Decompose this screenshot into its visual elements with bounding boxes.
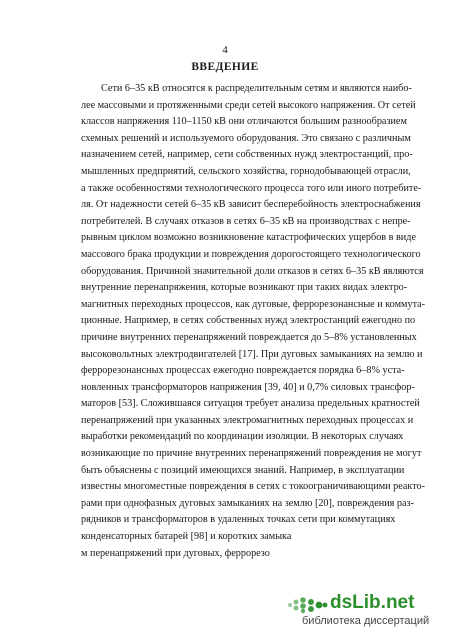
text-line: рядников и трансформаторов в удаленных точках сети при коммутациях [81, 514, 396, 526]
text-line: магнитных переходных процессов, как дуговые, феррорезонансные и коммута- [81, 298, 426, 310]
text-line: быть объяснены с позиций имеющихся знаний. Например, в эксплуатации [81, 464, 405, 476]
text-line: внутренние перенапряжения, которые возникают при таких видах электро- [81, 282, 408, 294]
text-line: маторов [53]. Сложившаяся ситуация требует анализа предельных кратностей [81, 398, 420, 410]
watermark-subtitle: библиотека диссертаций [302, 615, 430, 627]
text-line: известны многоместные повреждения в сетях с токоограничивающими реакто- [81, 481, 426, 493]
text-line: новленных трансформаторов напряжения [39, 40] и 0,7% силовых трансфор- [81, 381, 415, 393]
text-line: рывным циклом возможно возникновение катастрофических ущербов в виде [81, 232, 416, 244]
dslib-watermark[interactable] [282, 590, 450, 636]
text-line: рами при однофазных дуговых замыканиях на землю [20], повреждения раз- [81, 497, 414, 509]
page-number: 4 [222, 44, 228, 56]
text-line: возникающие по причине внутренних перенапряжений повреждения не могут [81, 448, 422, 460]
watermark-logo: dsLib.net [330, 592, 415, 613]
text-line: ля. От надежности сетей 6–35 кВ зависит бесперебойность электроснабжения [81, 199, 421, 211]
text-line: причине внутренних перенапряжений повреждается до 5–8% установленных [81, 331, 417, 343]
text-line: оборудования. Причиной значительной доли отказов в сетях 6–35 кВ являются [81, 265, 424, 277]
text-line: назначением сетей, например, сети собственных нужд электростанций, про- [81, 149, 413, 161]
text-line: Сети 6–35 кВ относятся к распределительным сетям и являются наибо- [101, 83, 412, 94]
text-line: классов напряжения 110–1150 кВ они отличаются большим разнообразием [81, 116, 407, 128]
text-line: лее массовыми и протяженными среди сетей высокого напряжения. От сетей [81, 99, 416, 111]
text-line: конденсаторных батарей [98] и коротких замыка [81, 531, 292, 543]
text-line: ционные. Например, в сетях собственных нужд электростанций ежегодно по [81, 315, 416, 327]
body-text [81, 81, 426, 562]
text-line: высоковольтных электродвигателей [17]. При дуговых замыканиях на землю и [81, 348, 423, 360]
text-line: массового брака продукции и повреждения дорогостоящего технологического [81, 248, 421, 260]
text-line: а также особенностями технологического процесса того или иного потребите- [81, 182, 422, 194]
text-line: м перенапряжений при дуговых, феррорезо [81, 547, 270, 559]
text-line: схемных решений и используемого оборудования. Это связано с различным [81, 132, 411, 144]
text-line: перенапряжений при указанных электромагнитных переходных процессах и [81, 414, 414, 426]
text-line: феррорезонансных процессах ежегодно повреждается порядка 6–8% уста- [81, 365, 405, 377]
section-heading: ВВЕДЕНИЕ [191, 61, 259, 73]
text-line: мышленных предприятий, сельского хозяйства, горнодобывающей отрасли, [81, 165, 411, 177]
text-line: выработки рекомендаций по координации изоляции. В некоторых случаях [81, 431, 404, 443]
dslib-logo-icon [286, 596, 328, 614]
text-line: потребителей. В случаях отказов в сетях 6–35 кВ на производствах с непре- [81, 215, 411, 227]
